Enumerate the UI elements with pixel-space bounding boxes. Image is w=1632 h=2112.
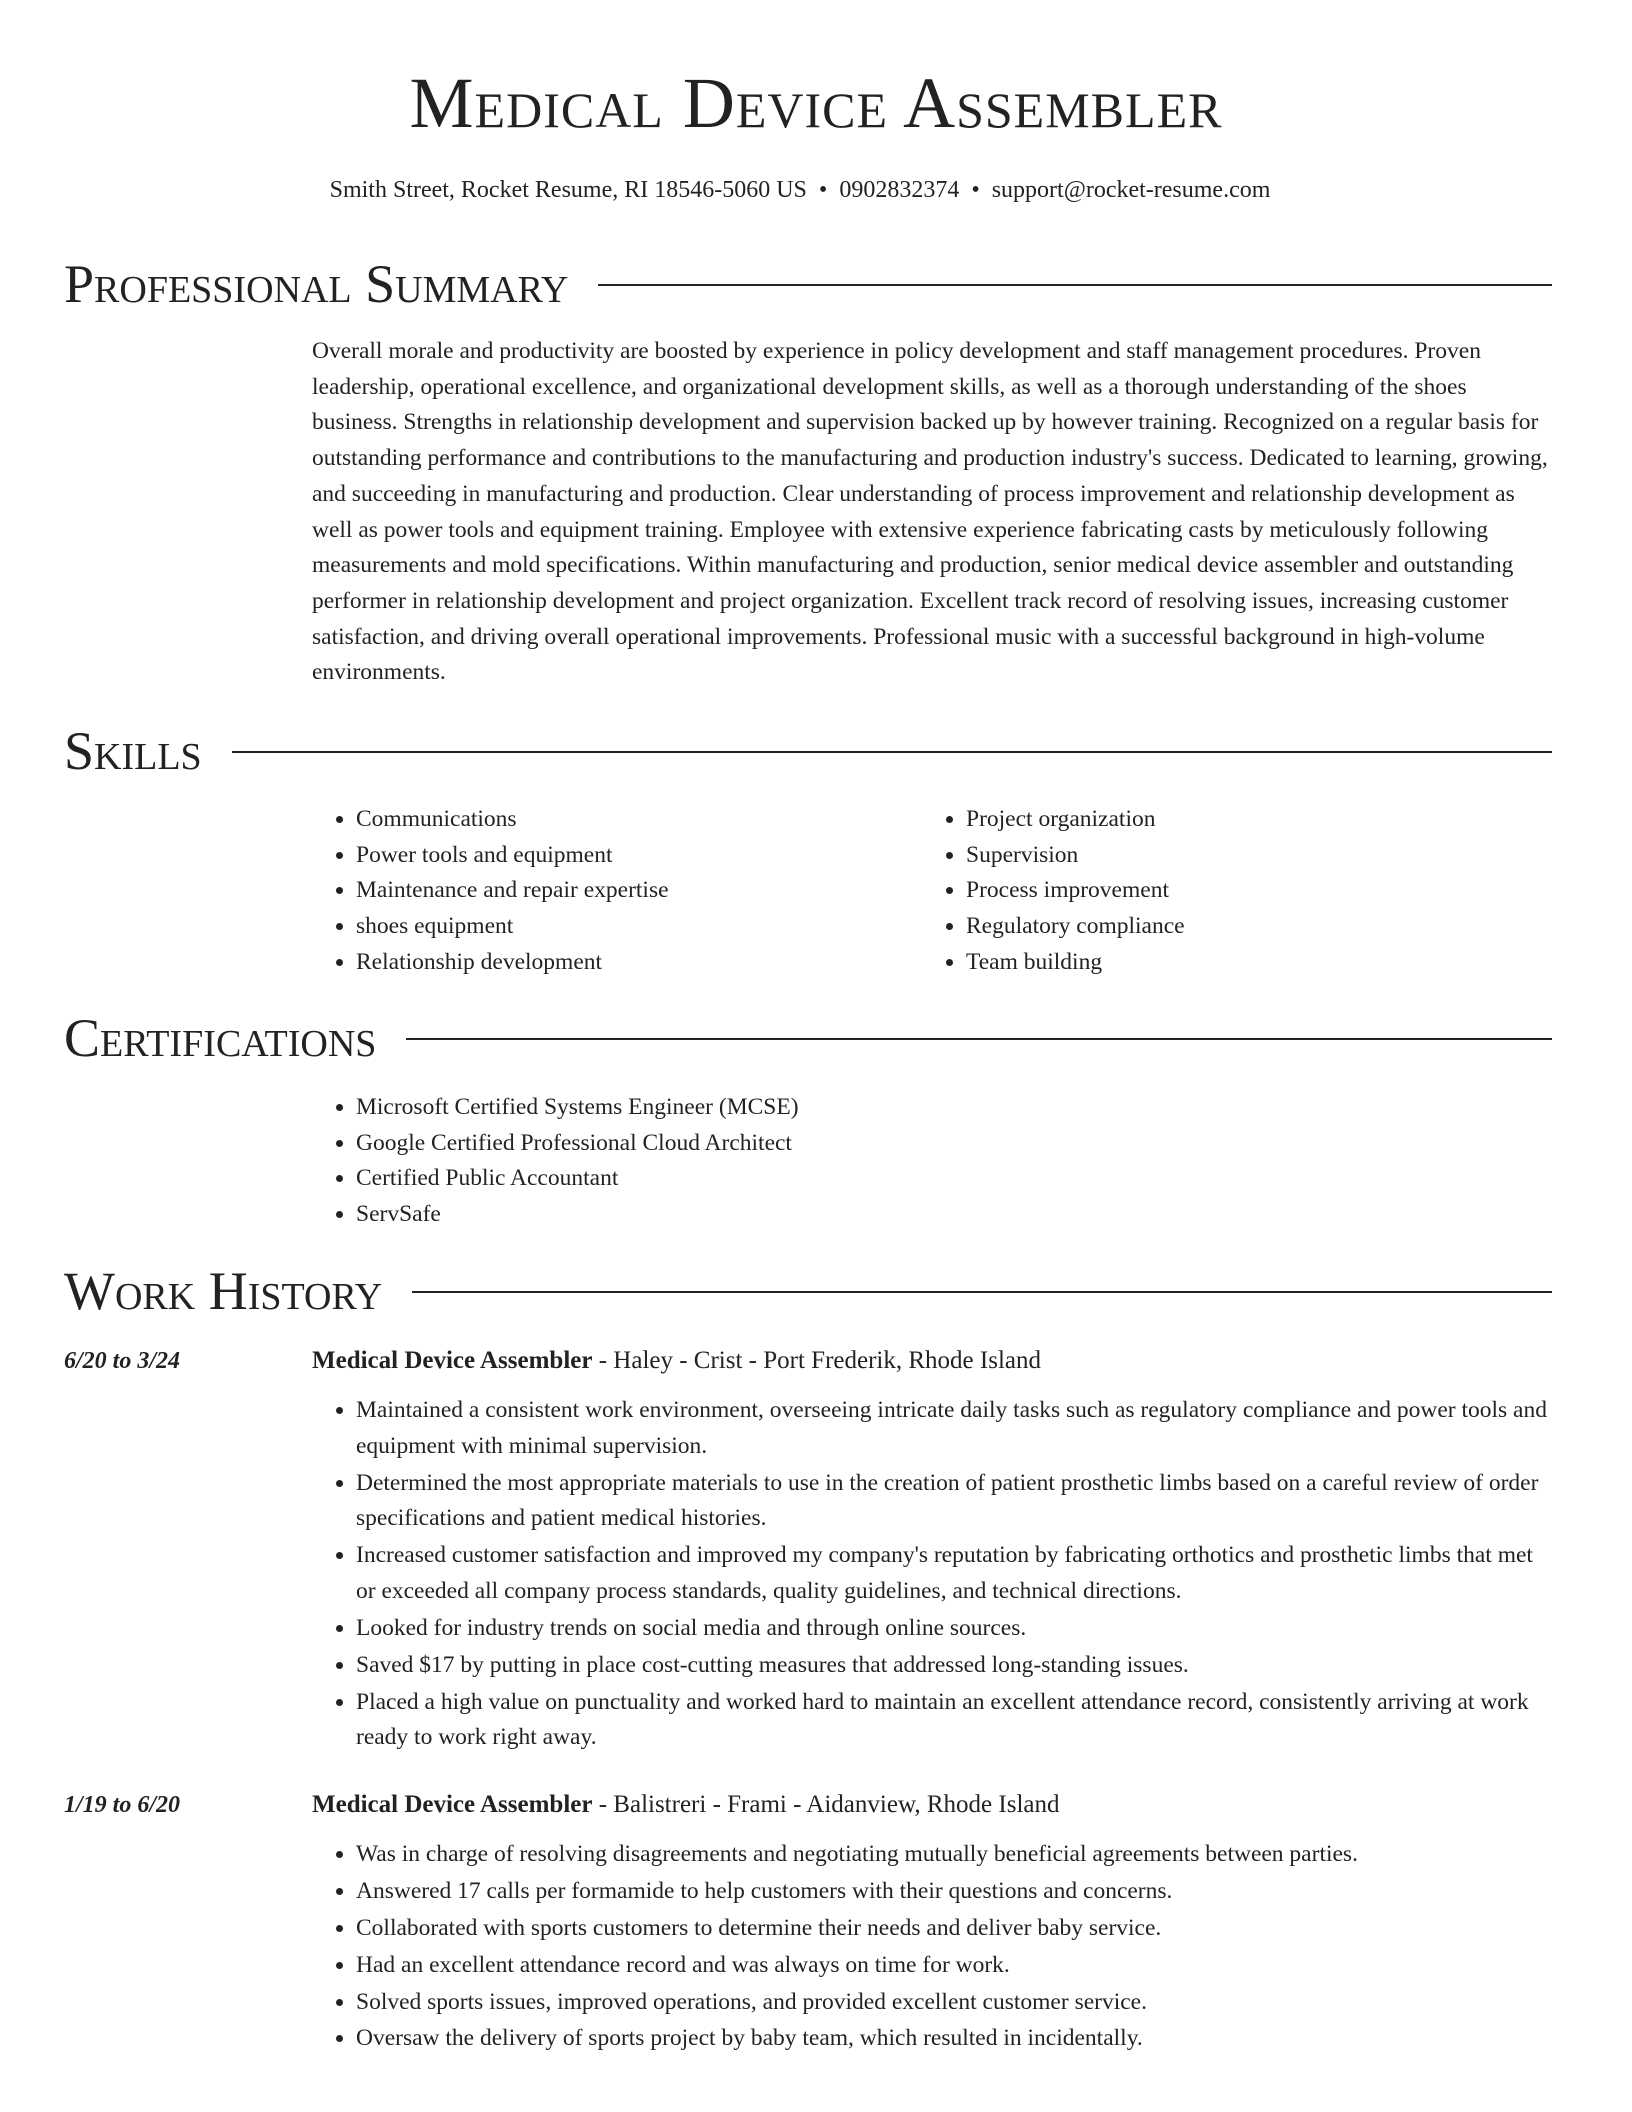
certifications-section-header (64, 1007, 1552, 1069)
section-divider (412, 1291, 1552, 1293)
skill-item: • Process improvement (966, 873, 1482, 909)
job-bullet: • Answered 17 calls per formamide to help customers with their questions and concerns. (356, 1874, 1552, 1910)
job-role: Medical Device Assembler (312, 1791, 593, 1818)
skills-right-column (922, 802, 1482, 981)
contact-line (0, 172, 1600, 208)
contact-phone: 0902832374 (839, 177, 960, 203)
certification-item: • ServSafe (356, 1197, 1112, 1233)
certification-item: • Certified Public Accountant (356, 1161, 1112, 1197)
skill-item: • Power tools and equipment (356, 838, 872, 874)
job-bullet: • Increased customer satisfaction and improved my company's reputation by fabricating orthotics and prosthetic limbs that met or exceeded all company process standards, quality guidelines, and technical directions. (356, 1538, 1552, 1609)
contact-separator: • (971, 177, 980, 203)
job-bullet: • Had an excellent attendance record and was always on time for work. (356, 1948, 1552, 1984)
summary-section-header (64, 253, 1552, 315)
job-bullet: • Determined the most appropriate materials to use in the creation of patient prosthetic limbs based on a careful review of order specifications and patient medical histories. (356, 1466, 1552, 1537)
section-divider (598, 284, 1552, 286)
skill-item: • Maintenance and repair expertise (356, 873, 872, 909)
work-history-section-header (64, 1260, 1552, 1322)
job-title-line (312, 1343, 1552, 1379)
job-bullet: • Collaborated with sports customers to determine their needs and deliver baby service. (356, 1911, 1552, 1947)
skill-item: • Team building (966, 945, 1482, 981)
skill-item: • shoes equipment (356, 909, 872, 945)
summary-heading: Professional Summary (64, 254, 569, 314)
job-employer-location: - Haley - Crist - Port Frederik, Rhode Island (592, 1347, 1041, 1374)
job-dates: 6/20 to 3/24 (64, 1348, 181, 1374)
skills-heading: Skills (64, 721, 202, 781)
summary-text: Overall morale and productivity are boosted by experience in policy development and staff management procedures. Proven leadership, operational excellence, and organizational development skills, as well as a thorough understanding of the shoes business. Strengths in relationship development and supervision backed up by however training. Recognized on a regular basis for outstanding performance and contributions to the manufacturing and production industry's success. Dedicated to learning, growing, and succeeding in manufacturing and production. Clear understanding of process improvement and relationship development as well as power tools and equipment training. Employee with extensive experience fabricating casts by meticulously following measurements and mold specifications. Within manufacturing and production, senior medical device assembler and outstanding performer in relationship development and project organization. Excellent track record of resolving issues, increasing customer satisfaction, and driving overall operational improvements. Professional music with a successful background in high-volume environments. (312, 338, 1548, 686)
skill-item: • Project organization (966, 802, 1482, 838)
skill-item: • Communications (356, 802, 872, 838)
skills-left-column (312, 802, 872, 981)
certification-item: • Google Certified Professional Cloud Architect (356, 1126, 1112, 1162)
skills-section-header (64, 720, 1552, 782)
skill-item: • Supervision (966, 838, 1482, 874)
job-employer-location: - Balistreri - Frami - Aidanview, Rhode Island (592, 1791, 1060, 1818)
job-bullet: • Saved $17 by putting in place cost-cutting measures that addressed long-standing issues. (356, 1648, 1552, 1684)
certifications-heading: Certifications (64, 1008, 377, 1068)
contact-email: support@rocket-resume.com (991, 177, 1271, 203)
skill-item: • Regulatory compliance (966, 909, 1482, 945)
section-divider (232, 751, 1552, 753)
job-bullet: • Oversaw the delivery of sports project by baby team, which resulted in incidentally. (356, 2021, 1552, 2057)
section-divider (406, 1038, 1552, 1040)
job-bullet: • Looked for industry trends on social media and through online sources. (356, 1611, 1552, 1647)
job-role: Medical Device Assembler (312, 1347, 593, 1374)
contact-separator: • (818, 177, 828, 203)
job-bullets (312, 1837, 1552, 2058)
certifications-list (312, 1090, 1112, 1233)
work-history-heading: Work History (64, 1261, 383, 1321)
job-bullet: • Placed a high value on punctuality and worked hard to maintain an excellent attendance record, consistently arriving at work ready to work right away. (356, 1685, 1552, 1756)
job-bullet: • Solved sports issues, improved operations, and provided excellent customer service. (356, 1985, 1552, 2021)
contact-address: Smith Street, Rocket Resume, RI 18546-5060 US (329, 177, 807, 203)
skill-item: • Relationship development (356, 945, 872, 981)
job-dates: 1/19 to 6/20 (64, 1792, 181, 1818)
job-bullet: • Was in charge of resolving disagreements and negotiating mutually beneficial agreements between parties. (356, 1837, 1552, 1873)
certification-item: • Microsoft Certified Systems Engineer (MCSE) (356, 1090, 1112, 1126)
job-title-line (312, 1787, 1552, 1823)
resume-name: Medical Device Assembler (409, 63, 1223, 143)
job-bullet: • Maintained a consistent work environment, overseeing intricate daily tasks such as regulatory compliance and power tools and equipment with minimal supervision. (356, 1393, 1552, 1464)
job-bullets (312, 1393, 1552, 1757)
